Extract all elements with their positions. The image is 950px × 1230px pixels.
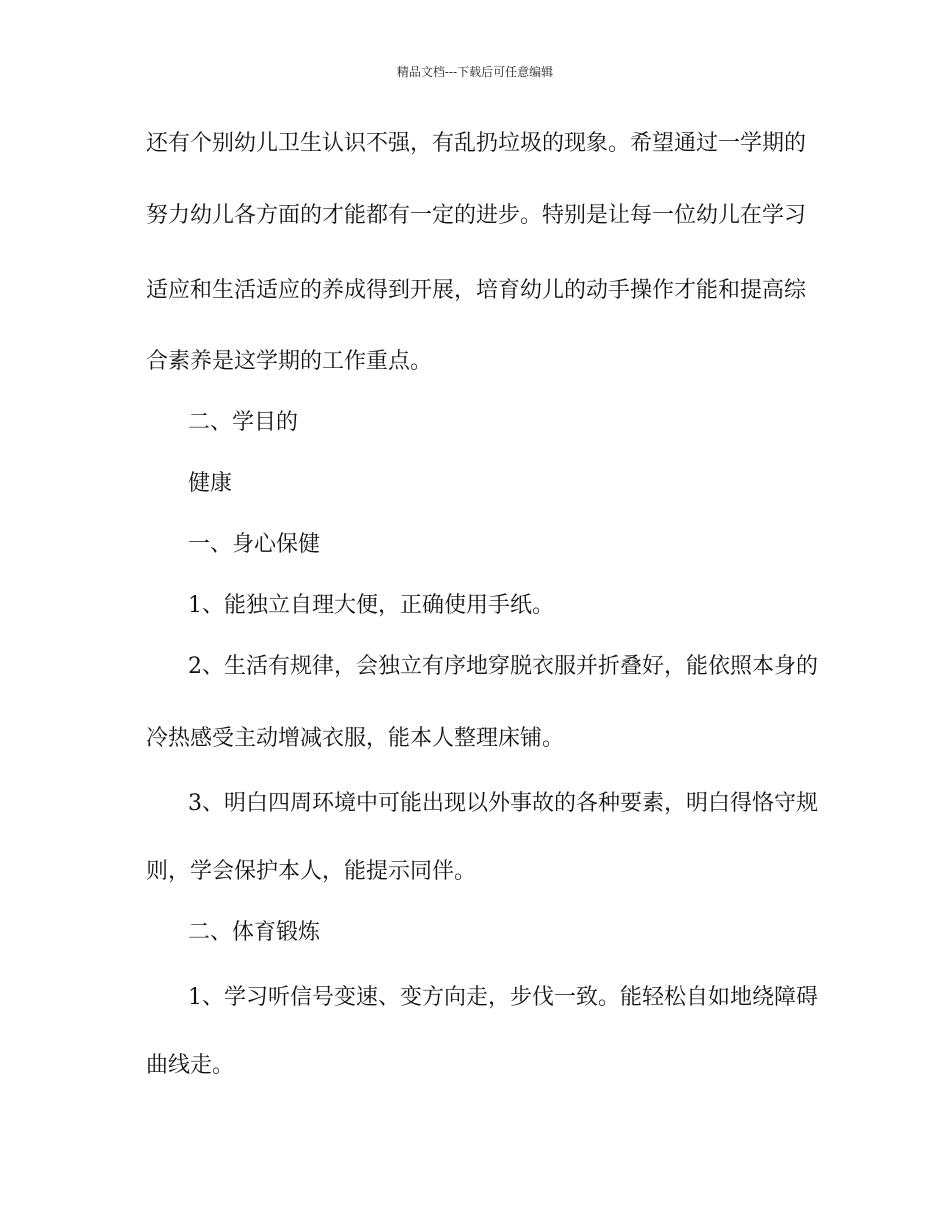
paragraph-line: 还有个别幼儿卫生认识不强，有乱扔垃圾的现象。希望通过一学期的 <box>146 131 807 156</box>
list-item: 1、学习听信号变速、变方向走，步伐一致。能轻松自如地绕障碍 <box>188 985 818 1010</box>
paragraph-line: 合素养是这学期的工作重点。 <box>146 349 433 374</box>
list-item-continuation: 则，学会保护本人，能提示同伴。 <box>146 859 477 884</box>
list-item: 2、生活有规律，会独立有序地穿脱衣服并折叠好，能依照本身的 <box>188 654 818 679</box>
subject-heading: 健康 <box>188 471 233 496</box>
list-item: 1、能独立自理大便，正确使用手纸。 <box>188 593 554 618</box>
section-heading: 一、身心保健 <box>188 532 321 557</box>
list-item-continuation: 冷热感受主动增减衣服，能本人整理床铺。 <box>146 726 565 751</box>
section-heading: 二、体育锻炼 <box>188 920 321 945</box>
list-item-continuation: 曲线走。 <box>146 1053 235 1078</box>
list-item: 3、明白四周环境中可能出现以外事故的各种要素，明白得恪守规 <box>188 791 818 816</box>
section-heading: 二、学目的 <box>188 410 299 435</box>
page-header: 精品文档---下载后可任意编辑 <box>396 65 554 79</box>
paragraph-line: 努力幼儿各方面的才能都有一定的进步。特别是让每一位幼儿在学习 <box>146 203 807 228</box>
paragraph-line: 适应和生活适应的养成得到开展，培育幼儿的动手操作才能和提高综 <box>146 278 807 303</box>
